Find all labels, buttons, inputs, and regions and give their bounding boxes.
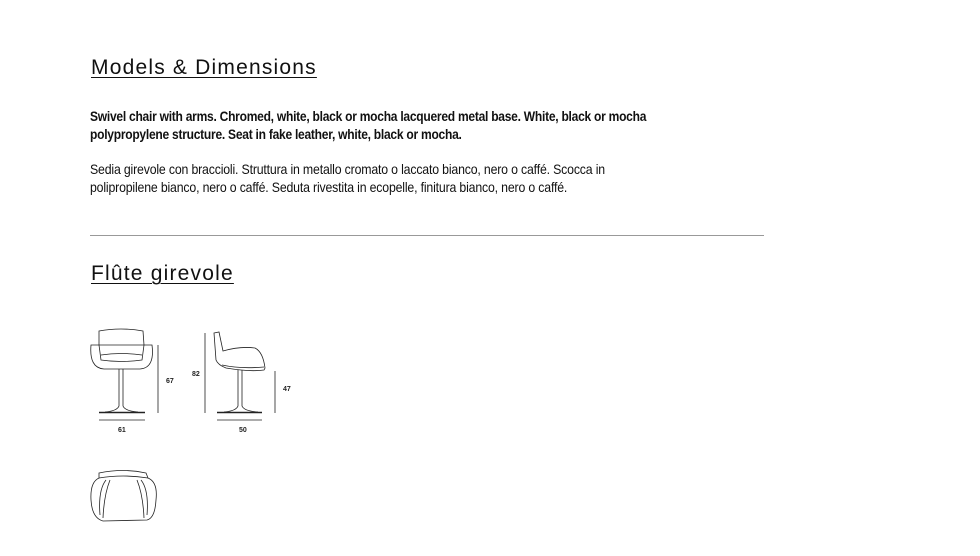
side-depth-label: 50 — [239, 427, 247, 434]
page-title: Models & Dimensions — [91, 56, 317, 79]
description-it-line-2: polipropilene bianco, nero o caffé. Seduta rivestita in ecopelle, finitura bianco, nero o caffé. — [90, 179, 568, 195]
description-it-line-1: Sedia girevole con braccioli. Struttura in metallo cromato o laccato bianco, nero o caffé. Scocca in — [90, 161, 605, 177]
description-en-line-1: Swivel chair with arms. Chromed, white, black or mocha lacquered metal base. White, black or mocha — [90, 108, 647, 124]
front-width-label: 61 — [118, 427, 126, 434]
model-title: Flûte girevole — [91, 262, 234, 285]
chair-front-view — [91, 329, 158, 420]
side-total-height-label: 82 — [192, 371, 200, 378]
side-seat-height-label: 47 — [283, 386, 291, 393]
front-height-label: 67 — [166, 378, 174, 385]
description-en-line-2: polypropylene structure. Seat in fake leather, white, black or mocha. — [90, 126, 462, 142]
chair-top-view — [91, 471, 156, 522]
chair-side-view — [205, 332, 275, 420]
